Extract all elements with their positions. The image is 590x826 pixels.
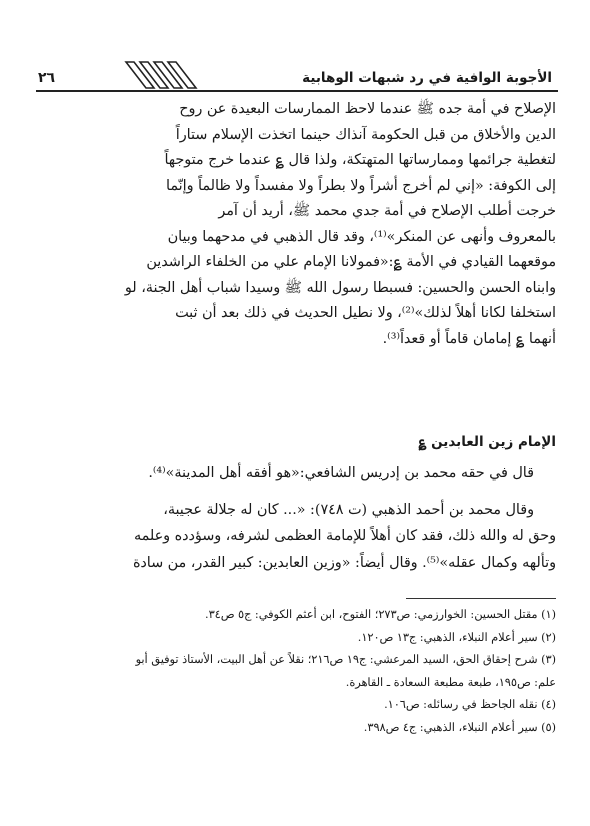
text-line: أنهما ؏ إمامان قاماً أو قعداً⁽³⁾. xyxy=(382,330,556,347)
footnote: (٥) سير أعلام النبلاء، الذهبي: ج٤ ص٣٩٨. xyxy=(363,720,556,734)
text-line: وابناه الحسن والحسين: فسبطا رسول الله ﷺ وسيدا شباب أهل الجنة، لو xyxy=(124,279,556,296)
footnote: (٣) شرح إحقاق الحق، السيد المرعشي: ج١٩ ص٢١٦؛ نقلاً عن أهل البيت، الأستاذ توفيق أبو xyxy=(135,653,556,666)
text-line: وتألهه وكمال عقله»⁽⁵⁾. وقال أيضاً: «وزين العابدين: كبير القدر، من سادة xyxy=(132,554,556,571)
header-rule xyxy=(36,90,558,92)
footnote: (١) مقتل الحسين: الخوارزمي: ص٢٧٣؛ الفتوح، ابن أعثم الكوفي: ج٥ ص٣٤. xyxy=(204,608,556,621)
main-paragraph xyxy=(38,97,556,352)
text-line: خرجت أطلب الإصلاح في أمة جدي محمد ﷺ، أريد أن آمر xyxy=(218,203,556,219)
text-line: وقال محمد بن أحمد الذهبي (ت ٧٤٨): «... كان له جلالة عجيبة، xyxy=(163,501,534,518)
text-line: إلى الكوفة: «إني لم أخرج أشراً ولا بطراً ولا مفسداً ولا ظالماً وإنّما xyxy=(166,177,556,194)
page-header xyxy=(36,58,558,92)
footnote: (٤) نقله الجاحظ في رسائله: ص١٠٦. xyxy=(384,698,556,711)
footnote-separator xyxy=(406,598,556,599)
text-line: الدين والأخلاق من قبل الحكومة آنذاك حينما اتخذت الإسلام ستاراً xyxy=(175,126,556,143)
text-line: الإصلاح في أمة جده ﷺ عندما لاحظ الممارسات البعيدة عن روح xyxy=(179,101,556,117)
footnote: (٢) سير أعلام النبلاء، الذهبي: ج١٣ ص١٢٠. xyxy=(357,630,556,644)
text-line: لتغطية جرائمها وممارساتها المتهتكة، ولذا قال ؏ عندما خرج متوجهاً xyxy=(164,152,556,168)
text-line: استخلفا لكانا أهلاً لذلك»⁽²⁾، ولا نطيل الحديث في ذلك بعد أن ثبت xyxy=(175,305,556,321)
page-number: ٢٦ xyxy=(38,70,56,86)
footnote: علم: ص١٩٥، طبعة مطبعة السعادة ـ القاهرة. xyxy=(345,675,556,689)
header-ornament xyxy=(124,60,214,90)
footnotes xyxy=(38,604,556,739)
text-line: موقعهما القيادي في الأمة ؏:«فمولانا الإمام علي من الخلفاء الراشدين xyxy=(146,254,556,270)
running-title: الأجوبة الوافية في رد شبهات الوهابية xyxy=(302,70,552,86)
section-paragraph xyxy=(38,460,556,576)
section-heading: الإمام زين العابدين ؏ xyxy=(418,434,556,450)
text-line: قال في حقه محمد بن إدريس الشافعي:«هو أفقه أهل المدينة»⁽⁴⁾. xyxy=(148,465,534,481)
text-line: وحق له والله ذلك، فقد كان أهلاً للإمامة العظمى لشرفه، وسؤدده وعلمه xyxy=(133,528,556,544)
text-line: بالمعروف وأنهى عن المنكر»⁽¹⁾، وقد قال الذهبي في مدحهما وبيان xyxy=(167,228,556,245)
